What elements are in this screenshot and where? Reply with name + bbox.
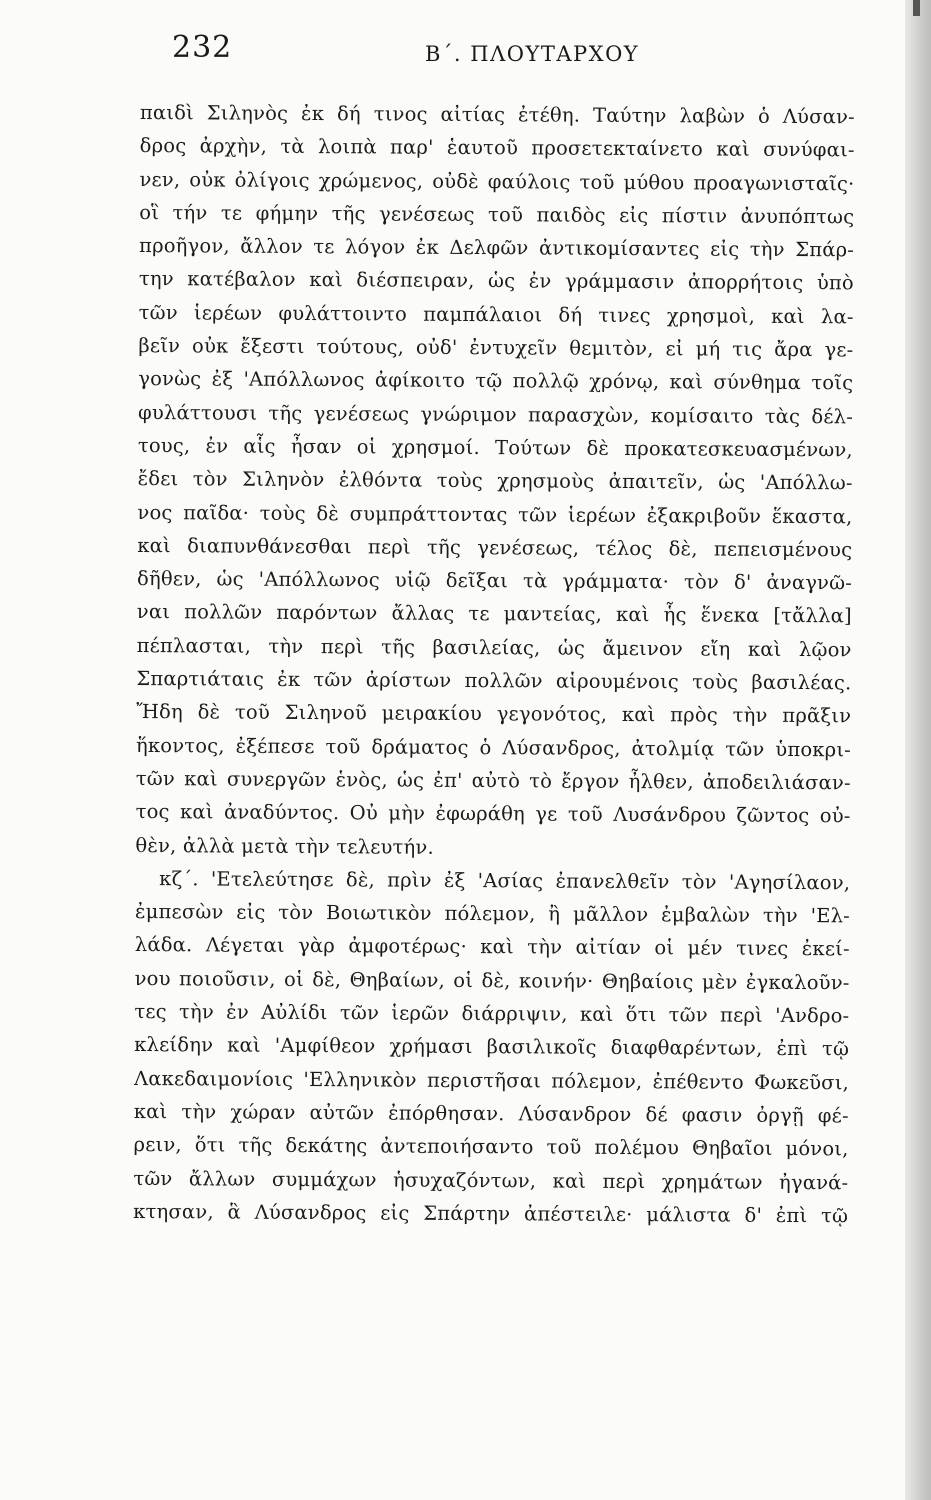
text-line-27: νου ποιοῦσιν, οἱ δὲ, Θηβαίων, οἱ δὲ, κοινήν· Θηβαίοις μὲν ἐγκαλοῦν- bbox=[134, 966, 850, 995]
page-header bbox=[0, 28, 905, 78]
page-number: 232 bbox=[172, 30, 233, 65]
running-title: Β΄. ΠΛΟΥΤΑΡΧΟΥ bbox=[425, 42, 640, 66]
text-line-20: ἥκοντος, ἐξέπεσε τοῦ δράματος ὁ Λύσανδρος, ἀτολμίᾳ τῶν ὑποκρι- bbox=[135, 733, 852, 761]
text-line-21: τῶν καὶ συνεργῶν ἑνὸς, ὡς ἐπ' αὐτὸ τὸ ἔργον ἦλθεν, ἀποδειλιάσαν- bbox=[135, 766, 851, 795]
text-line-6: την κατέβαλον καὶ διέσπειραν, ὡς ἐν γράμμασιν ἀπορρήτοις ὑπὸ bbox=[138, 267, 854, 295]
text-line-29: κλείδην καὶ 'Αμφίθεον χρήμασι βασιλικοῖς διαφθαρέντων, ἐπὶ τῷ bbox=[134, 1033, 850, 1061]
text-line-11: τους, ἐν αἷς ἦσαν οἱ χρησμοί. Τούτων δὲ προκατεσκευασμένων, bbox=[137, 433, 853, 462]
text-line-13: νος παῖδα· τοὺς δὲ συμπράττοντας τῶν ἱερέων ἐξακριβοῦν ἕκαστα, bbox=[137, 500, 853, 528]
text-line-9: γονὼς ἐξ 'Απόλλωνος ἀφίκοιτο τῷ πολλῷ χρόνῳ, καὶ σύνθημα τοῖς bbox=[138, 367, 854, 395]
text-line-12: ἔδει τὸν Σιληνὸν ἐλθόντα τοὺς χρησμοὺς ἀπαιτεῖν, ὡς 'Απόλλω- bbox=[137, 467, 853, 495]
text-line-5: προῆγον, ἄλλον τε λόγον ἐκ Δελφῶν ἀντικομίσαντες εἰς τὴν Σπάρ- bbox=[139, 234, 855, 262]
text-line-25: ἐμπεσὼν εἰς τὸν Βοιωτικὸν πόλεμον, ἢ μᾶλλον ἐμβαλὼν τὴν 'Ελ- bbox=[134, 900, 851, 928]
text-line-3: νεν, οὐκ ὀλίγοις χρώμενος, οὐδὲ φαύλοις τοῦ μύθου προαγωνισταῖς· bbox=[139, 167, 855, 195]
text-line-19: Ἤδη δὲ τοῦ Σιληνοῦ μειρακίου γεγονότος, καὶ πρὸς τὴν πρᾶξιν bbox=[136, 700, 852, 728]
text-line-31: καὶ τὴν χώραν αὐτῶν ἐπόρθησαν. Λύσανδρον δέ φασιν ὀργῇ φέ- bbox=[133, 1099, 849, 1128]
text-line-1: παιδὶ Σιληνὸς ἐκ δή τινος αἰτίας ἐτέθη. Ταύτην λαβὼν ὁ Λύσαν- bbox=[139, 100, 855, 129]
text-line-26: λάδα. Λέγεται γὰρ ἀμφοτέρως· καὶ τὴν αἰτίαν οἱ μέν τινες ἐκεί- bbox=[134, 933, 850, 961]
binding-shadow bbox=[905, 0, 931, 1500]
text-line-2: δρος ἀρχὴν, τὰ λοιπὰ παρ' ἑαυτοῦ προσετεκταίνετο καὶ συνύφαι- bbox=[139, 134, 855, 162]
text-line-7: τῶν ἱερέων φυλάττοιντο παμπάλαιοι δή τινες χρησμοὶ, καὶ λα- bbox=[138, 300, 854, 329]
text-line-14: καὶ διαπυνθάνεσθαι περὶ τῆς γενέσεως, τέλος δὲ, πεπεισμένους bbox=[137, 533, 853, 562]
text-line-8: βεῖν οὐκ ἔξεστι τούτους, οὐδ' ἐντυχεῖν θεμιτὸν, εἰ μή τις ἄρα γε- bbox=[138, 334, 854, 362]
text-line-22: τος καὶ ἀναδύντος. Οὐ μὴν ἐφωράθη γε τοῦ Λυσάνδρου ζῶντος οὐ- bbox=[135, 800, 851, 828]
text-line-4: οἳ τήν τε φήμην τῆς γενέσεως τοῦ παιδὸς εἰς πίστιν ἀνυπόπτως bbox=[139, 200, 855, 229]
text-line-23: θὲν, ἀλλὰ μετὰ τὴν τελευτήν. bbox=[135, 833, 434, 859]
text-line-30: Λακεδαιμονίοις 'Ελληνικὸν περιστῆσαι πόλεμον, ἐπέθεντο Φωκεῦσι, bbox=[133, 1066, 850, 1094]
text-line-10: φυλάττουσι τῆς γενέσεως γνώριμον παρασχὼν, κομίσαιτο τὰς δέλ- bbox=[137, 400, 854, 429]
text-line-15: δῆθεν, ὡς 'Απόλλωνος υἱῷ δεῖξαι τὰ γράμματα· τὸν δ' ἀναγνῶ- bbox=[136, 567, 853, 595]
text-line-33: τῶν ἄλλων συμμάχων ἡσυχαζόντων, καὶ περὶ χρημάτων ἠγανά- bbox=[133, 1166, 849, 1194]
text-line-32: ρειν, ὅτι τῆς δεκάτης ἀντεποιήσαντο τοῦ πολέμου Θηβαῖοι μόνοι, bbox=[133, 1133, 849, 1161]
text-line-16: ναι πολλῶν παρόντων ἄλλας τε μαντείας, καὶ ἧς ἕνεκα [τἄλλα] bbox=[136, 600, 852, 628]
section-heading-line: κζ΄. 'Ετελεύτησε δὲ, πρὶν ἐξ 'Ασίας ἐπανελθεῖν τὸν 'Αγησίλαον, bbox=[159, 866, 851, 895]
text-line-28: τες τὴν ἐν Αὐλίδι τῶν ἱερῶν διάρριψιν, καὶ ὅτι τῶν περὶ 'Ανδρο- bbox=[134, 999, 850, 1028]
text-line-17: πέπλασται, τὴν περὶ τῆς βασιλείας, ὡς ἄμεινον εἴη καὶ λῷον bbox=[136, 633, 852, 662]
text-line-18: Σπαρτιάταις ἐκ τῶν ἀρίστων πολλῶν αἱρουμένοις τοὺς βασιλέας. bbox=[136, 667, 852, 695]
text-line-34: κτησαν, ἃ Λύσανδρος εἰς Σπάρτην ἀπέστειλε· μάλιστα δ' ἐπὶ τῷ bbox=[133, 1199, 849, 1228]
body-text bbox=[133, 96, 855, 1232]
scan-corner-mark bbox=[913, 0, 920, 16]
